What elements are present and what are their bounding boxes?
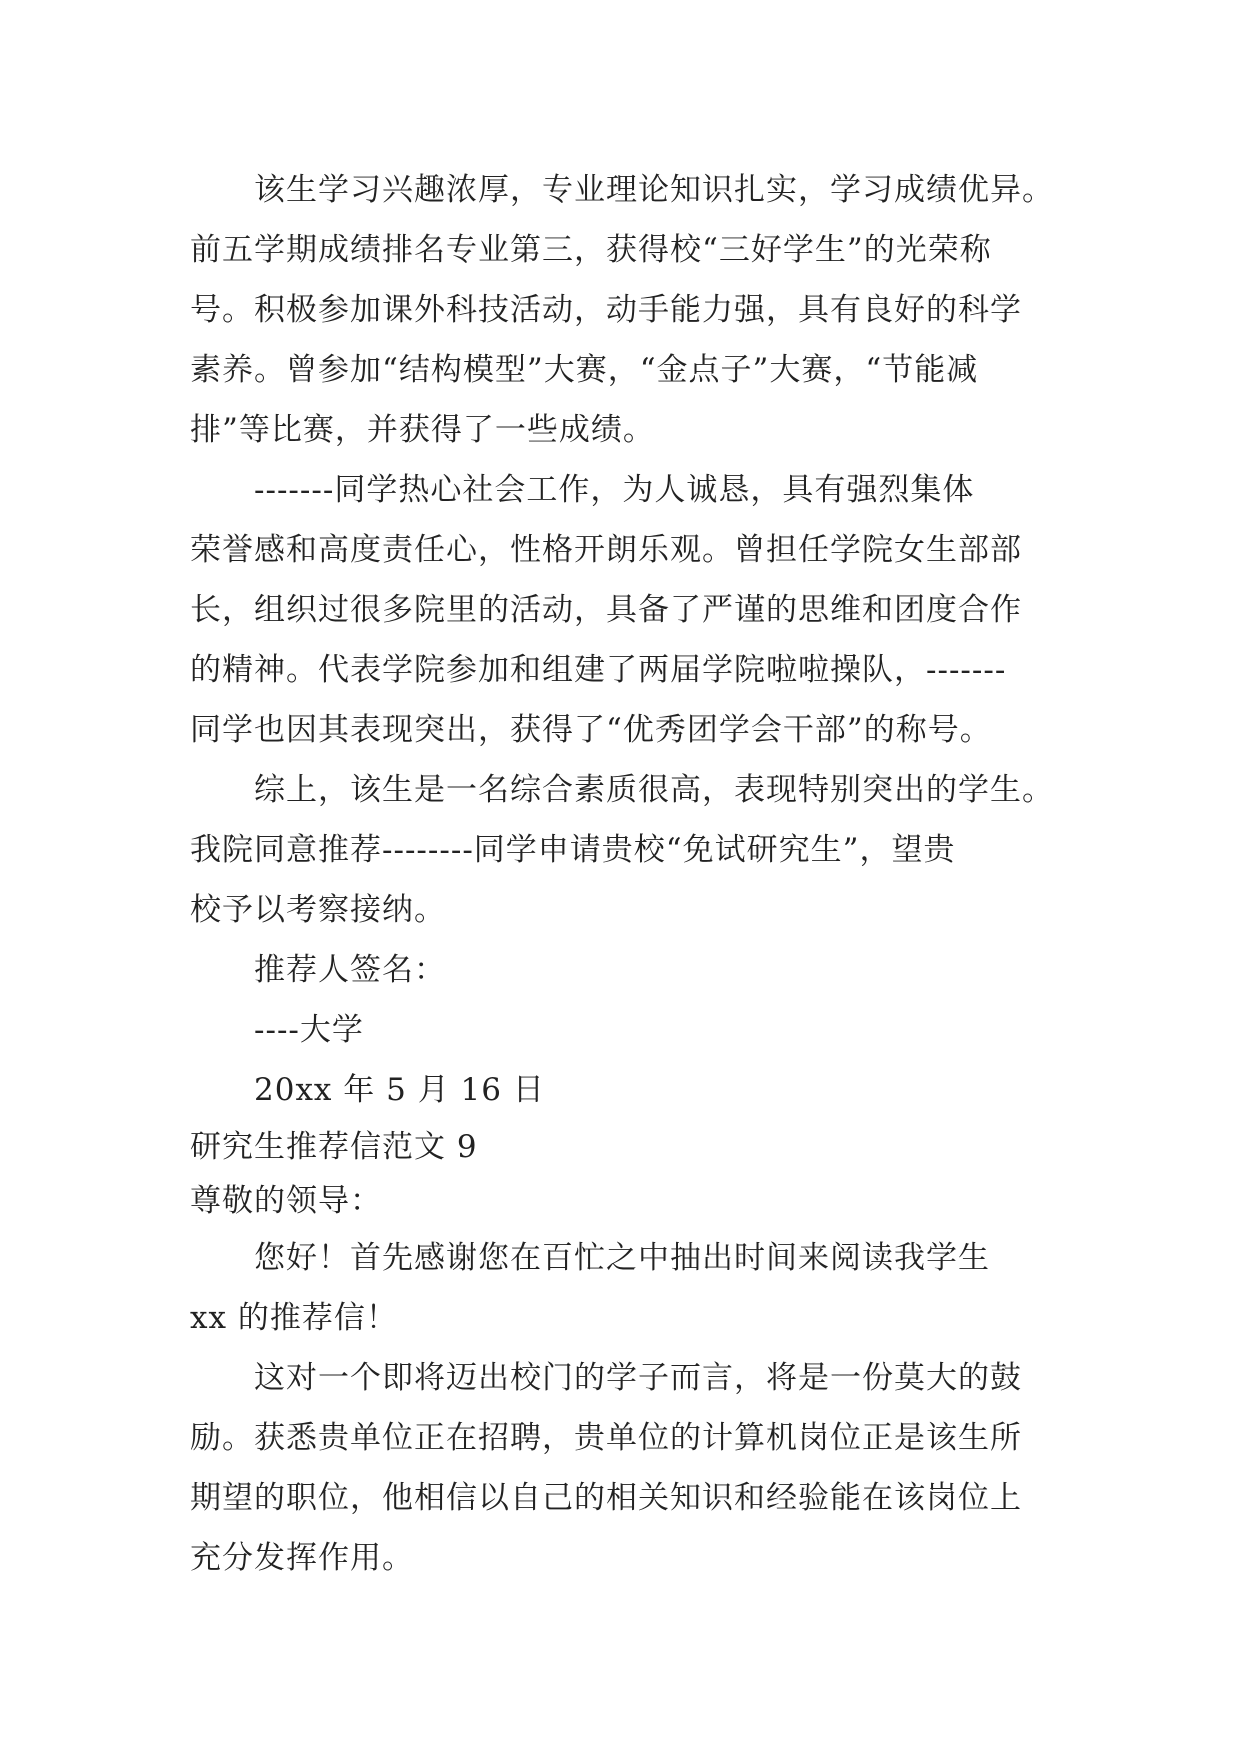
paragraph-line: 您好！首先感谢您在百忙之中抽出时间来阅读我学生 (254, 1240, 990, 1276)
signature-label: 推荐人签名： (254, 952, 446, 988)
paragraph-line: 该生学习兴趣浓厚，专业理论知识扎实，学习成绩优异。 (254, 172, 1054, 208)
paragraph-line: 校予以考察接纳。 (190, 892, 446, 928)
paragraph-line: 励。获悉贵单位正在招聘，贵单位的计算机岗位正是该生所 (190, 1420, 1022, 1456)
document-body (190, 160, 1054, 1588)
paragraph-line: 号。积极参加课外科技活动，动手能力强，具有良好的科学 (190, 292, 1022, 328)
paragraph-line: 综上，该生是一名综合素质很高，表现特别突出的学生。 (254, 772, 1054, 808)
paragraph-line: 排”等比赛，并获得了一些成绩。 (190, 412, 655, 448)
salutation: 尊敬的领导： (190, 1183, 382, 1219)
paragraph-line: 期望的职位，他相信以自己的相关知识和经验能在该岗位上 (190, 1480, 1022, 1516)
paragraph-line: 我院同意推荐--------同学申请贵校“免试研究生”，望贵 (190, 832, 956, 868)
letter-date: 20xx 年 5 月 16 日 (254, 1072, 545, 1108)
university-name: ----大学 (254, 1012, 364, 1048)
paragraph-line: 充分发挥作用。 (190, 1540, 414, 1576)
paragraph-line: xx 的推荐信！ (190, 1300, 398, 1336)
paragraph-line: 的精神。代表学院参加和组建了两届学院啦啦操队，------- (190, 652, 1007, 688)
paragraph-line: 这对一个即将迈出校门的学子而言，将是一份莫大的鼓 (254, 1360, 1022, 1396)
paragraph-line: 素养。曾参加“结构模型”大赛，“金点子”大赛，“节能减 (190, 352, 979, 388)
paragraph-line: -------同学热心社会工作，为人诚恳，具有强烈集体 (254, 472, 975, 508)
paragraph-line: 长，组织过很多院里的活动，具备了严谨的思维和团度合作 (190, 592, 1022, 628)
paragraph-line: 荣誉感和高度责任心，性格开朗乐观。曾担任学院女生部部 (190, 532, 1022, 568)
section-title: 研究生推荐信范文 9 (190, 1129, 478, 1165)
paragraph-line: 同学也因其表现突出，获得了“优秀团学会干部”的称号。 (190, 712, 992, 748)
paragraph-line: 前五学期成绩排名专业第三，获得校“三好学生”的光荣称 (190, 232, 992, 268)
